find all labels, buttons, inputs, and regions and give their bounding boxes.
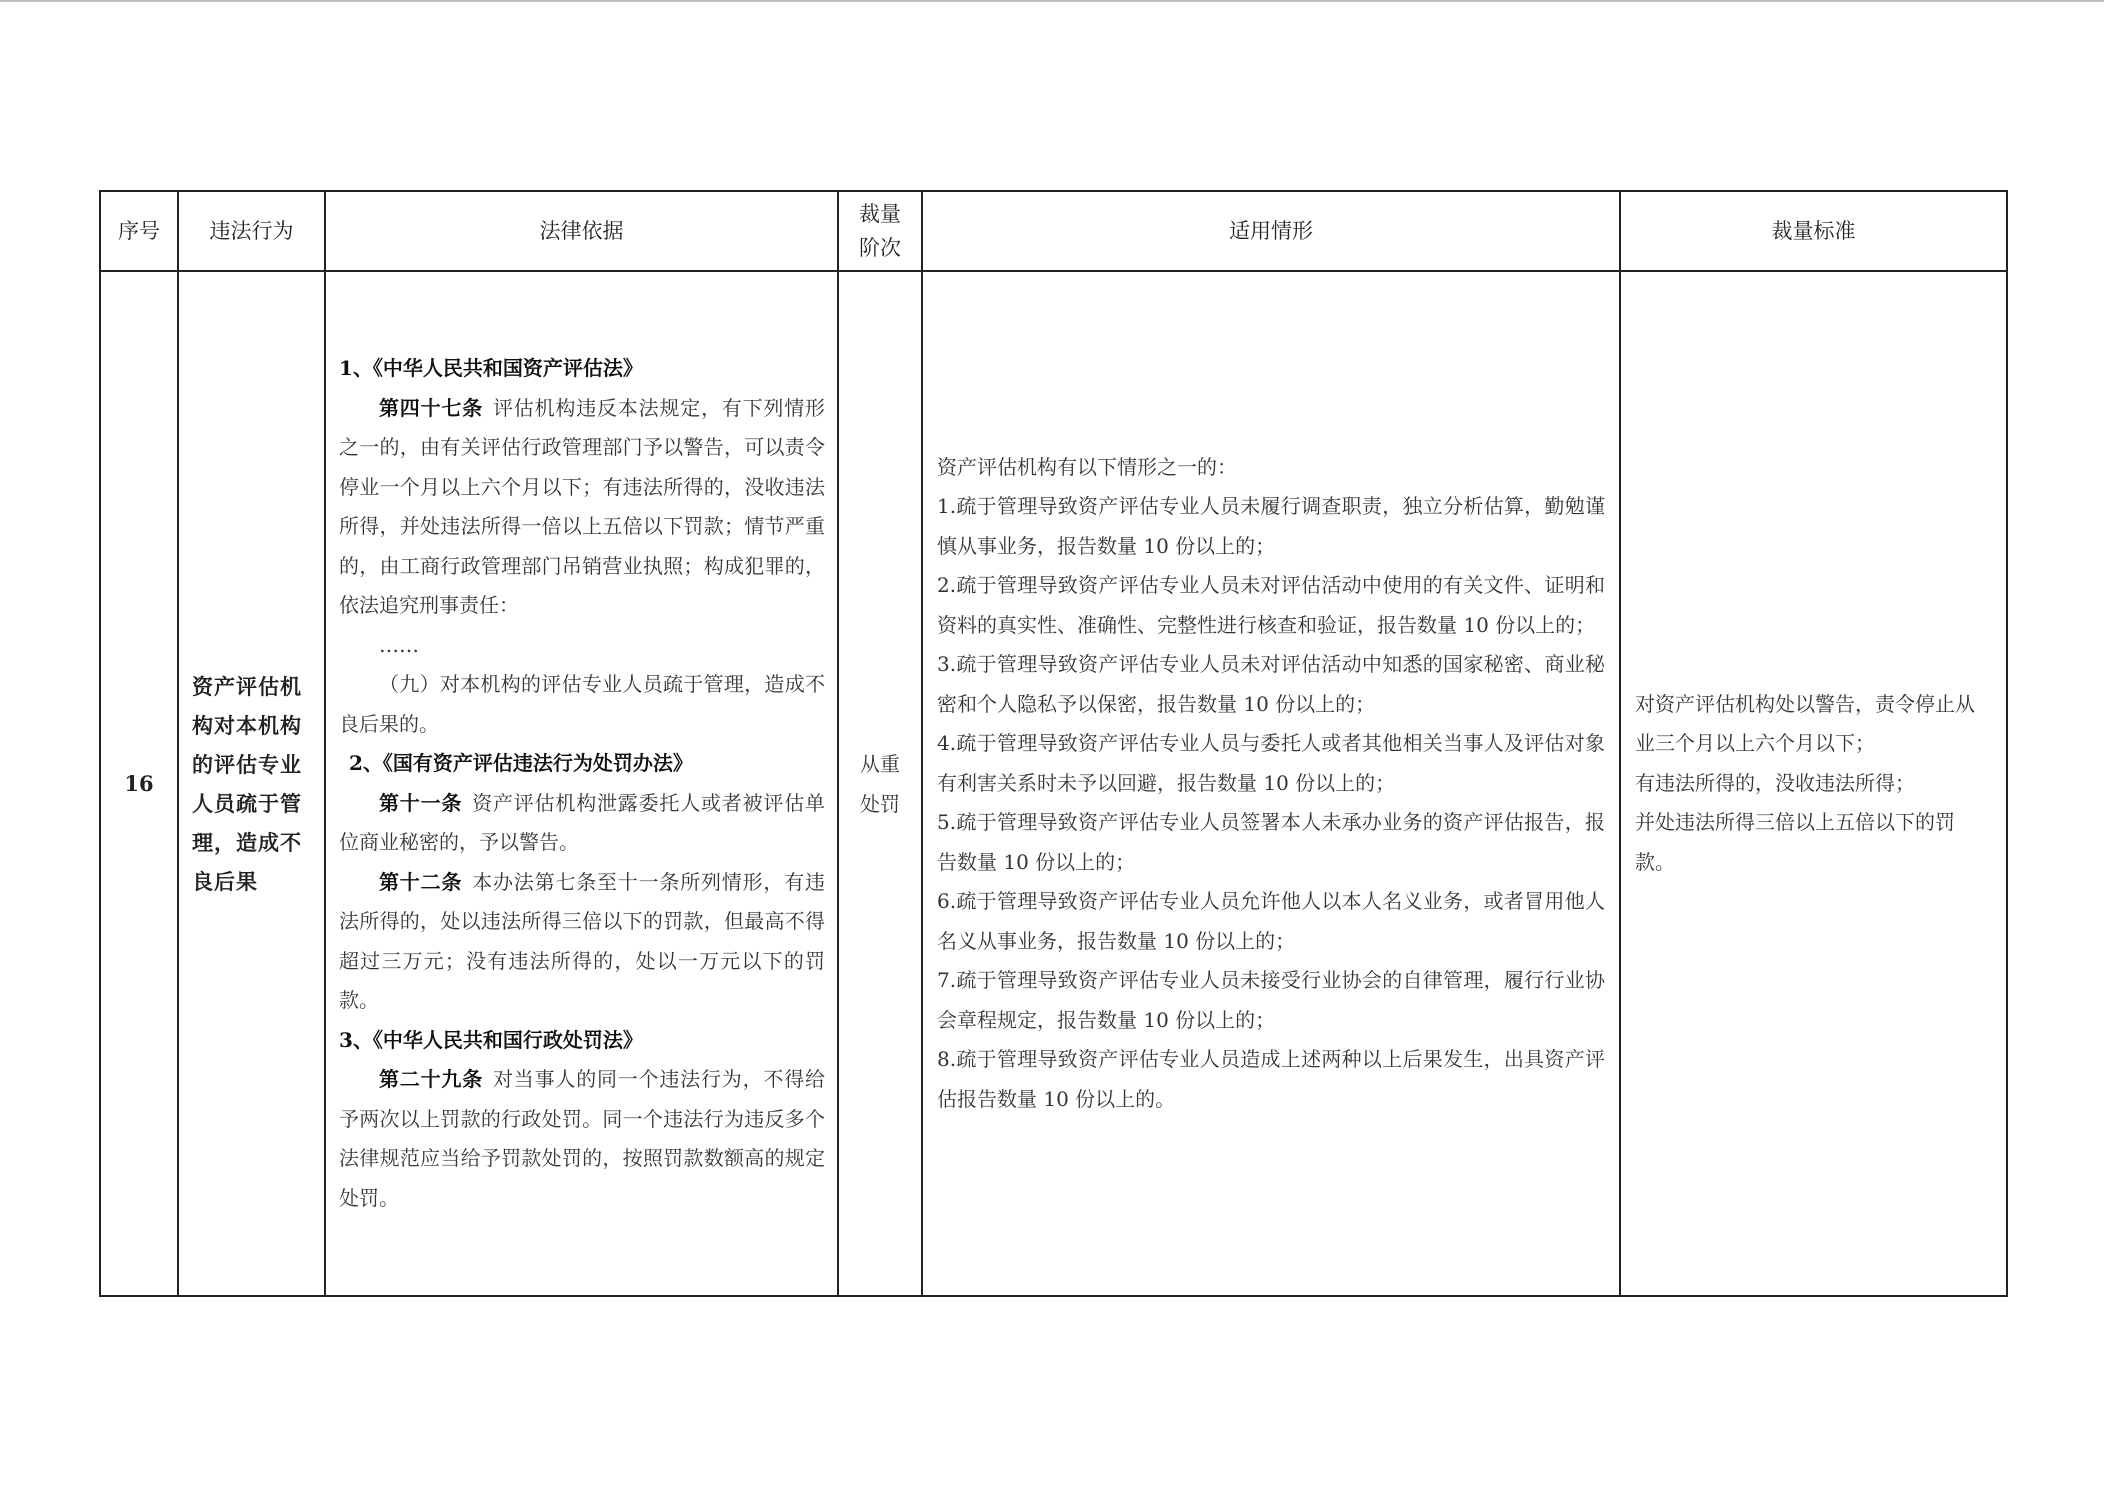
header-stage (838, 191, 922, 271)
situation-item-5: 5.疏于管理导致资产评估专业人员签署本人未承办业务的资产评估报告，报告数量 10 份以上的； (937, 810, 1605, 874)
law2-article-12 (339, 863, 825, 1021)
situation-item-7: 7.疏于管理导致资产评估专业人员未接受行业协会的自律管理，履行行业协会章程规定，报告数量 10 份以上的； (937, 968, 1605, 1032)
cell-standard (1620, 271, 2007, 1296)
header-stage-line2: 阶次 (859, 236, 901, 260)
stage-line1: 从重 (860, 751, 900, 776)
situation-item-8: 8.疏于管理导致资产评估专业人员造成上述两种以上后果发生，出具资产评估报告数量 10 份以上的。 (937, 1047, 1605, 1111)
law1-article-text: 评估机构违反本法规定，有下列情形之一的，由有关评估行政管理部门予以警告，可以责令停业一个月以上六个月以下；有违法所得的，没收违法所得，并处违法所得一倍以上五倍以下罚款；情节严重的，由工商行政管理部门吊销营业执照；构成犯罪的，依法追究刑事责任： (339, 395, 825, 617)
top-border-line (0, 0, 2104, 2)
cell-row-number: 16 (100, 271, 178, 1296)
header-standard: 裁量标准 (1620, 191, 2007, 271)
standard-line-2: 有违法所得的，没收违法所得； (1635, 770, 1915, 795)
law1-item-9: （九）对本机构的评估专业人员疏于管理，造成不良后果的。 (339, 672, 825, 736)
law3-title: 3、《中华人民共和国行政处罚法》 (339, 1027, 643, 1052)
standard-line-3: 并处违法所得三倍以上五倍以下的罚款。 (1635, 810, 1955, 874)
situation-item-3: 3.疏于管理导致资产评估专业人员未对评估活动中知悉的国家秘密、商业秘密和个人隐私予以保密，报告数量 10 份以上的； (937, 652, 1605, 716)
law2-article-11-text: 资产评估机构泄露委托人或者被评估单位商业秘密的，予以警告。 (339, 790, 826, 854)
standard-line-1: 对资产评估机构处以警告，责令停止从业三个月以上六个月以下； (1635, 691, 1975, 756)
situation-intro: 资产评估机构有以下情形之一的： (937, 454, 1237, 479)
situation-item-6: 6.疏于管理导致资产评估专业人员允许他人以本人名义业务，或者冒用他人名义从事业务，报告数量 10 份以上的； (937, 889, 1605, 953)
law2-article-12-text: 本办法第七条至十一条所列情形，有违法所得的，处以违法所得三倍以下的罚款，但最高不得超过三万元；没有违法所得的，处以一万元以下的罚款。 (339, 869, 826, 1012)
law3-article-29 (339, 1060, 825, 1218)
law1-article (339, 389, 825, 626)
cell-stage (838, 271, 922, 1296)
cell-violation: 资产评估机构对本机构的评估专业人员疏于管理，造成不良后果 (178, 271, 325, 1296)
law1-article-label: 第四十七条 (379, 395, 483, 420)
cell-legal-basis (325, 271, 838, 1296)
law3-article-29-label: 第二十九条 (379, 1067, 483, 1091)
law2-article-12-label: 第十二条 (379, 869, 463, 894)
table-row (100, 271, 2007, 1296)
law1-ellipsis: …… (379, 632, 419, 657)
header-situation: 适用情形 (922, 191, 1620, 271)
law2-article-11-label: 第十一条 (379, 790, 463, 815)
law2-title: 2、《国有资产评估违法行为处罚办法》 (349, 751, 693, 775)
law2-article-11 (339, 784, 825, 863)
header-violation: 违法行为 (178, 191, 325, 271)
header-no: 序号 (100, 191, 178, 271)
stage-line2: 处罚 (860, 791, 900, 816)
law1-title: 1、《中华人民共和国资产评估法》 (339, 356, 643, 380)
penalty-discretion-table (99, 190, 2008, 1297)
law3-article-29-text: 对当事人的同一个违法行为，不得给予两次以上罚款的行政处罚。同一个违法行为违反多个法律规范应当给予罚款处罚的，按照罚款数额高的规定处罚。 (339, 1067, 825, 1210)
situation-item-1: 1.疏于管理导致资产评估专业人员未履行调查职责，独立分析估算，勤勉谨慎从事业务，报告数量 10 份以上的； (937, 494, 1605, 558)
table-header-row (100, 191, 2007, 271)
situation-item-2: 2.疏于管理导致资产评估专业人员未对评估活动中使用的有关文件、证明和资料的真实性、准确性、完整性进行核查和验证，报告数量 10 份以上的； (937, 573, 1605, 637)
header-legal-basis: 法律依据 (325, 191, 838, 271)
situation-item-4: 4.疏于管理导致资产评估专业人员与委托人或者其他相关当事人及评估对象有利害关系时未予以回避，报告数量 10 份以上的； (937, 731, 1605, 795)
cell-situation (922, 271, 1620, 1296)
header-stage-line1: 裁量 (859, 202, 901, 226)
